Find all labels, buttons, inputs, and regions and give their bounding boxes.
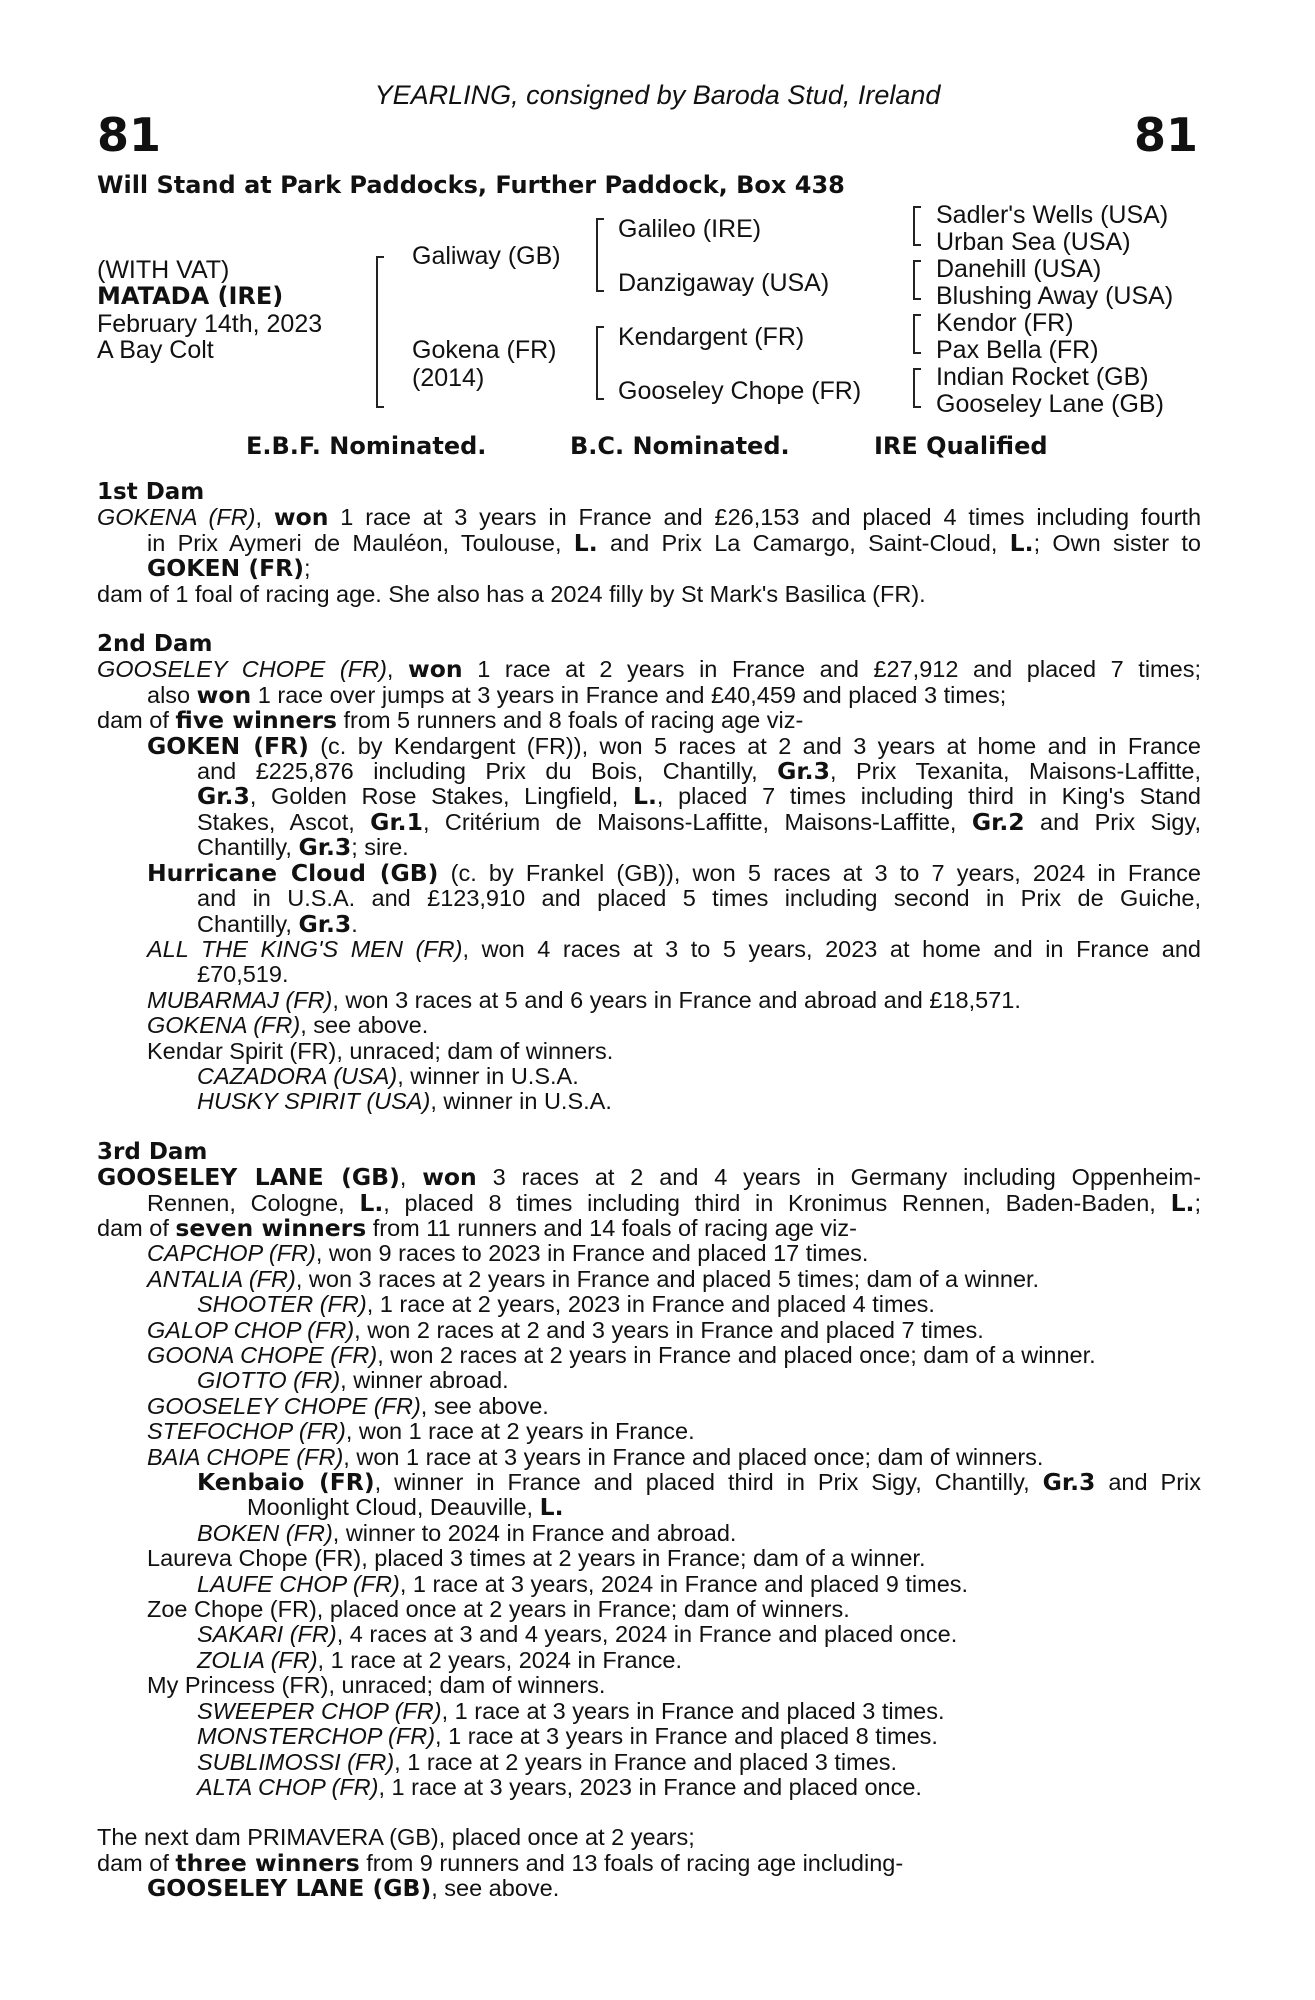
pedigree-g1: Sadler's Wells (USA)	[936, 201, 1169, 229]
progeny-entry: LAUFE CHOP (FR), 1 race at 3 years, 2024 in France and placed 9 times.	[197, 1570, 969, 1597]
progeny-entry: GOOSELEY CHOPE (FR), see above.	[147, 1392, 549, 1419]
vat-note: (WITH VAT)	[97, 256, 230, 284]
third-dam-line: GOOSELEY LANE (GB), won 3 races at 2 and 4 years in Germany including Oppenheim-	[97, 1163, 1201, 1192]
pedigree-g3: Danehill (USA)	[936, 255, 1102, 283]
progeny-entry: CAZADORA (USA), winner in U.S.A.	[197, 1062, 579, 1089]
horse-name: MATADA (IRE)	[97, 282, 284, 310]
progeny-entry: ANTALIA (FR), won 3 races at 2 years in France and placed 5 times; dam of a winner.	[147, 1265, 1040, 1292]
pedigree-g6: Pax Bella (FR)	[936, 336, 1099, 364]
lot-number-left: 81	[97, 108, 162, 162]
pedigree-sire-sire: Galileo (IRE)	[618, 215, 762, 243]
progeny-entry: BOKEN (FR), winner to 2024 in France and abroad.	[197, 1519, 737, 1546]
progeny-entry: Kenbaio (FR), winner in France and placed third in Prix Sigy, Chantilly, Gr.3 and Prix	[197, 1468, 1201, 1497]
progeny-entry: SAKARI (FR), 4 races at 3 and 4 years, 2024 in France and placed once.	[197, 1621, 958, 1648]
progeny-entry: ZOLIA (FR), 1 race at 2 years, 2024 in France.	[197, 1646, 682, 1673]
progeny-entry: Hurricane Cloud (GB) (c. by Frankel (GB)), won 5 races at 3 to 7 years, 2024 in France	[147, 858, 1201, 887]
pedigree-brace-sire	[596, 218, 604, 292]
progeny-entry: Gr.3, Golden Rose Stakes, Lingfield, L., placed 7 times including third in King's Stand	[197, 782, 1201, 811]
progeny-entry: Laureva Chope (FR), placed 3 times at 2 years in France; dam of a winner.	[147, 1545, 926, 1572]
progeny-entry: SHOOTER (FR), 1 race at 2 years, 2023 in France and placed 4 times.	[197, 1291, 935, 1318]
third-dam-line: Rennen, Cologne, L., placed 8 times including third in Kronimus Rennen, Baden-Baden, L.;	[147, 1188, 1201, 1217]
dam-name: GOKENA (FR)	[97, 504, 256, 531]
progeny-entry: GOKEN (FR) (c. by Kendargent (FR)), won 5 races at 2 and 3 years at home and in France	[147, 731, 1202, 760]
progeny-entry: Kendar Spirit (FR), unraced; dam of winners.	[147, 1037, 614, 1064]
progeny-entry: GIOTTO (FR), winner abroad.	[197, 1367, 509, 1394]
progeny-entry: My Princess (FR), unraced; dam of winners.	[147, 1672, 606, 1699]
progeny-entry: STEFOCHOP (FR), won 1 race at 2 years in France.	[147, 1418, 695, 1445]
pedigree-g8: Gooseley Lane (GB)	[936, 390, 1164, 418]
progeny-entry: MONSTERCHOP (FR), 1 race at 3 years in France and placed 8 times.	[197, 1723, 938, 1750]
lot-number-right: 81	[1133, 108, 1198, 162]
pedigree-g5: Kendor (FR)	[936, 309, 1074, 337]
progeny-entry: £70,519.	[197, 961, 289, 988]
pedigree-g7: Indian Rocket (GB)	[936, 363, 1149, 391]
progeny-entry: Chantilly, Gr.3.	[197, 909, 358, 938]
progeny-entry: GOONA CHOPE (FR), won 2 races at 2 years in France and placed once; dam of a winner.	[147, 1342, 1096, 1368]
pedigree-brace-g1	[913, 206, 921, 246]
pedigree-dam-sire: Kendargent (FR)	[618, 323, 805, 351]
ire-qualified: IRE Qualified	[874, 432, 1048, 460]
pedigree-dam: Gokena (FR)	[412, 336, 557, 364]
progeny-entry: ALTA CHOP (FR), 1 race at 3 years, 2023 in France and placed once.	[197, 1773, 922, 1800]
stand-location: Will Stand at Park Paddocks, Further Paddock, Box 438	[97, 171, 845, 199]
progeny-entry: and £225,876 including Prix du Bois, Chantilly, Gr.3, Prix Texanita, Maisons-Laffitte,	[197, 757, 1201, 786]
pedigree-sire-dam: Danzigaway (USA)	[618, 269, 830, 297]
first-dam-line: dam of 1 foal of racing age. She also has a 2024 filly by St Mark's Basilica (FR).	[97, 580, 926, 607]
second-dam-line: GOOSELEY CHOPE (FR), won 1 race at 2 years in France and £27,912 and placed 7 times;	[97, 655, 1201, 684]
pedigree-dam-year: (2014)	[412, 364, 485, 392]
bc-nominated: B.C. Nominated.	[570, 432, 790, 460]
pedigree-dam-dam: Gooseley Chope (FR)	[618, 377, 862, 405]
foaling-date: February 14th, 2023	[97, 310, 323, 338]
pedigree-g2: Urban Sea (USA)	[936, 228, 1131, 256]
next-dam-line: dam of three winners from 9 runners and 13 foals of racing age including-	[97, 1848, 904, 1877]
ebf-nominated: E.B.F. Nominated.	[246, 432, 487, 460]
progeny-entry: GOKENA (FR), see above.	[147, 1012, 429, 1039]
first-dam-line: GOKENA (FR), won 1 race at 3 years in France and £26,153 and placed 4 times including fourth	[97, 503, 1202, 532]
pedigree-brace-g4	[913, 368, 921, 408]
second-dam-line: also won 1 race over jumps at 3 years in France and £40,459 and placed 3 times;	[147, 680, 1007, 709]
pedigree-brace-g2	[913, 260, 921, 300]
next-dam-line: The next dam PRIMAVERA (GB), placed once at 2 years;	[97, 1824, 695, 1851]
horse-description: A Bay Colt	[97, 336, 214, 364]
next-dam-line: GOOSELEY LANE (GB), see above.	[147, 1874, 560, 1903]
second-dam-heading: 2nd Dam	[97, 631, 213, 658]
progeny-entry: Zoe Chope (FR), placed once at 2 years in France; dam of winners.	[147, 1596, 850, 1623]
first-dam-line: in Prix Aymeri de Mauléon, Toulouse, L. and Prix La Camargo, Saint-Cloud, L.; Own sister to	[147, 528, 1201, 557]
first-dam-line: GOKEN (FR);	[147, 554, 311, 583]
progeny-entry: SWEEPER CHOP (FR), 1 race at 3 years in France and placed 3 times.	[197, 1697, 945, 1724]
pedigree-sire: Galiway (GB)	[412, 242, 561, 270]
consignment-line: YEARLING, consigned by Baroda Stud, Ireland	[374, 80, 941, 110]
pedigree-brace-main	[376, 256, 384, 408]
pedigree-brace-dam	[596, 326, 604, 400]
progeny-entry: MUBARMAJ (FR), won 3 races at 5 and 6 years in France and abroad and £18,571.	[147, 986, 1021, 1013]
second-dam-line: dam of five winners from 5 runners and 8 foals of racing age viz-	[97, 706, 804, 735]
third-dam-heading: 3rd Dam	[97, 1138, 208, 1165]
progeny-entry: Moonlight Cloud, Deauville, L.	[247, 1493, 564, 1522]
progeny-entry: SUBLIMOSSI (FR), 1 race at 2 years in France and placed 3 times.	[197, 1748, 898, 1775]
progeny-entry: BAIA CHOPE (FR), won 1 race at 3 years in France and placed once; dam of winners.	[147, 1443, 1044, 1470]
progeny-entry: GALOP CHOP (FR), won 2 races at 2 and 3 years in France and placed 7 times.	[147, 1316, 984, 1343]
progeny-entry: HUSKY SPIRIT (USA), winner in U.S.A.	[197, 1088, 612, 1115]
first-dam-heading: 1st Dam	[97, 479, 205, 505]
progeny-entry: Chantilly, Gr.3; sire.	[197, 833, 409, 862]
pedigree-g4: Blushing Away (USA)	[936, 282, 1174, 310]
progeny-entry: Stakes, Ascot, Gr.1, Critérium de Maisons-Laffitte, Maisons-Laffitte, Gr.2 and Prix Sigy,	[197, 807, 1201, 836]
third-dam-line: dam of seven winners from 11 runners and 14 foals of racing age viz-	[97, 1213, 857, 1242]
catalogue-text	[97, 480, 1201, 1902]
progeny-entry: and in U.S.A. and £123,910 and placed 5 times including second in Prix de Guiche,	[197, 885, 1201, 912]
progeny-entry: ALL THE KING'S MEN (FR), won 4 races at 3 to 5 years, 2023 at home and in France and	[147, 935, 1201, 962]
progeny-entry: CAPCHOP (FR), won 9 races to 2023 in France and placed 17 times.	[147, 1240, 869, 1267]
pedigree-brace-g3	[913, 314, 921, 354]
